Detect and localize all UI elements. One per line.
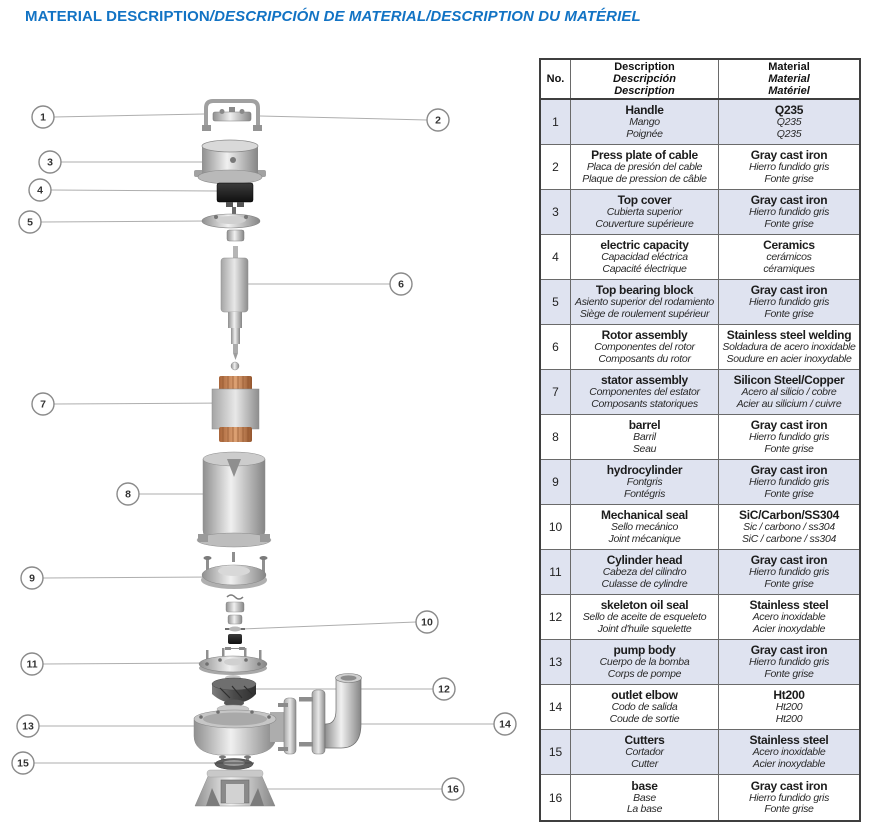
callout-11 bbox=[21, 653, 43, 675]
row-material-en: Gray cast iron bbox=[750, 283, 828, 297]
row-material-fr: Fonte grise bbox=[764, 442, 814, 455]
header-no-label: No. bbox=[546, 73, 565, 85]
callout-4 bbox=[29, 179, 51, 201]
callout-9-label: 9 bbox=[29, 572, 35, 585]
row-description-fr: Joint d'huile squelette bbox=[597, 622, 692, 635]
row-material-es: Acero al silicio / cobre bbox=[741, 386, 837, 398]
callout-9 bbox=[21, 567, 43, 589]
row-material-es: Hierro fundido gris bbox=[748, 431, 830, 443]
leader-line-7 bbox=[54, 403, 230, 404]
row-description-en: Handle bbox=[625, 103, 664, 117]
callout-10 bbox=[416, 611, 438, 633]
callout-6-label: 6 bbox=[398, 278, 404, 291]
row-material-en: SiC/Carbon/SS304 bbox=[739, 508, 839, 522]
row-material-en: Silicon Steel/Copper bbox=[733, 373, 845, 387]
row-no: 6 bbox=[552, 340, 559, 354]
table-row bbox=[541, 145, 859, 190]
row-description-fr: Joint mécanique bbox=[608, 532, 681, 545]
leader-line-11 bbox=[43, 663, 207, 664]
row-description-fr: Coude de sortie bbox=[609, 712, 680, 725]
page-title-translations: /DESCRIPCIÓN DE MATERIAL/DESCRIPTION DU MATÉRIEL bbox=[209, 8, 641, 25]
table-row bbox=[541, 415, 859, 460]
row-description-en: barrel bbox=[628, 418, 661, 432]
row-no: 9 bbox=[552, 475, 559, 489]
row-no: 3 bbox=[552, 205, 559, 219]
row-description-en: Top cover bbox=[617, 193, 672, 207]
table-row bbox=[541, 235, 859, 280]
row-no: 7 bbox=[552, 385, 559, 399]
header-description-en: Description bbox=[614, 61, 675, 73]
row-description-en: skeleton oil seal bbox=[600, 598, 689, 612]
callout-4-label: 4 bbox=[37, 184, 43, 197]
leader-line-9 bbox=[43, 577, 214, 578]
row-description-fr: Poignée bbox=[626, 127, 663, 140]
row-material-en: Gray cast iron bbox=[750, 643, 828, 657]
row-material-fr: Q235 bbox=[776, 127, 802, 140]
table-row bbox=[541, 640, 859, 685]
callout-5 bbox=[19, 211, 41, 233]
barrel-part bbox=[197, 452, 271, 547]
callout-12 bbox=[433, 678, 455, 700]
row-description-es: Cortador bbox=[625, 746, 664, 758]
handle-part bbox=[202, 101, 262, 131]
table-row bbox=[541, 730, 859, 775]
row-material-es: Hierro fundido gris bbox=[748, 476, 830, 488]
row-material-en: Q235 bbox=[774, 103, 804, 117]
row-description-es: Sello de aceite de esqueleto bbox=[582, 611, 707, 623]
mechanical-seal-part bbox=[225, 595, 245, 650]
top-cover-part bbox=[194, 140, 266, 184]
row-material-en: Stainless steel bbox=[749, 733, 829, 747]
row-description-es: Barril bbox=[633, 431, 656, 443]
row-material-en: Stainless steel bbox=[749, 598, 829, 612]
callout-2-label: 2 bbox=[435, 114, 441, 127]
table-row bbox=[541, 325, 859, 370]
row-material-es: Q235 bbox=[776, 116, 802, 128]
row-material-fr: Fonte grise bbox=[764, 487, 814, 500]
row-no: 5 bbox=[552, 295, 559, 309]
row-material-fr: céramiques bbox=[763, 262, 815, 275]
row-material-fr: Acier au silicium / cuivre bbox=[736, 397, 842, 410]
row-description-en: Mechanical seal bbox=[601, 508, 688, 522]
table-row bbox=[541, 550, 859, 595]
callout-5-label: 5 bbox=[27, 216, 33, 229]
callout-16 bbox=[442, 778, 464, 800]
row-description-fr: Couverture supérieure bbox=[595, 217, 694, 230]
callout-6 bbox=[390, 273, 412, 295]
row-no: 1 bbox=[552, 115, 559, 129]
callout-3-label: 3 bbox=[47, 156, 53, 169]
header-material-fr: Matériel bbox=[768, 85, 810, 97]
table-row bbox=[541, 370, 859, 415]
cylinder-head-part bbox=[199, 648, 267, 681]
row-description-en: Press plate of cable bbox=[591, 148, 698, 162]
leader-line-10 bbox=[241, 622, 416, 629]
row-description-es: Componentes del rotor bbox=[594, 341, 695, 353]
table-row bbox=[541, 775, 859, 820]
row-material-fr: Fonte grise bbox=[764, 307, 814, 320]
callouts bbox=[12, 106, 516, 800]
header-description-fr: Description bbox=[614, 85, 675, 97]
callout-14-label: 14 bbox=[499, 718, 511, 731]
row-material-en: Ceramics bbox=[763, 238, 815, 252]
row-description-fr: Cutter bbox=[631, 757, 658, 770]
row-no: 2 bbox=[552, 160, 559, 174]
row-description-en: base bbox=[631, 778, 658, 793]
leader-line-1 bbox=[54, 114, 204, 117]
row-material-es: Hierro fundido gris bbox=[748, 566, 830, 578]
row-material-fr: Soudure en acier inoxydable bbox=[726, 352, 852, 365]
row-description-es: Base bbox=[633, 791, 656, 804]
leader-line-4 bbox=[51, 190, 217, 191]
row-description-es: Mango bbox=[629, 116, 660, 128]
row-no: 8 bbox=[552, 430, 559, 444]
leader-line-5 bbox=[41, 221, 206, 222]
row-material-fr: Acier inoxydable bbox=[752, 757, 826, 770]
row-no: 14 bbox=[548, 700, 563, 714]
row-description-es: Fontgris bbox=[626, 476, 663, 488]
row-description-en: pump body bbox=[613, 643, 676, 657]
callout-16-label: 16 bbox=[447, 783, 459, 796]
table-row bbox=[541, 505, 859, 550]
row-material-es: Soldadura de acero inoxidable bbox=[722, 341, 856, 353]
row-description-en: hydrocylinder bbox=[606, 463, 683, 477]
row-material-es: Sic / carbono / ss304 bbox=[743, 521, 835, 533]
header-material-en: Material bbox=[768, 61, 810, 73]
row-material-fr: Fonte grise bbox=[764, 667, 814, 680]
hydrocylinder-part bbox=[201, 552, 268, 589]
row-description-es: Cabeza del cilindro bbox=[602, 566, 687, 578]
row-material-fr: Fonte grise bbox=[764, 577, 814, 590]
row-material-en: Gray cast iron bbox=[750, 463, 828, 477]
bearing-plate-part bbox=[202, 214, 260, 241]
row-material-es: Hierro fundido gris bbox=[748, 656, 830, 668]
callout-13 bbox=[17, 715, 39, 737]
table-row bbox=[541, 100, 859, 145]
row-material-en: Gray cast iron bbox=[750, 418, 828, 432]
rotor-part bbox=[221, 246, 248, 370]
row-material-es: cerámicos bbox=[766, 251, 812, 263]
row-description-es: Capacidad eléctrica bbox=[601, 251, 688, 263]
table-row bbox=[541, 685, 859, 730]
row-material-en: Stainless steel welding bbox=[726, 328, 852, 342]
capacitor-part bbox=[217, 183, 253, 214]
callout-7 bbox=[32, 393, 54, 415]
row-description-fr: Composants statoriques bbox=[591, 397, 698, 410]
stator-part bbox=[212, 376, 259, 442]
row-description-fr: Composants du rotor bbox=[598, 352, 691, 365]
row-material-es: Hierro fundido gris bbox=[748, 206, 830, 218]
header-no bbox=[541, 60, 571, 98]
row-material-en: Gray cast iron bbox=[750, 148, 828, 162]
table-row bbox=[541, 595, 859, 640]
callout-15-label: 15 bbox=[17, 757, 29, 770]
row-description-fr: Corps de pompe bbox=[607, 667, 682, 680]
row-description-fr: Seau bbox=[632, 442, 657, 455]
table-header bbox=[541, 60, 859, 100]
base-part bbox=[195, 770, 275, 806]
row-material-es: Acero inoxidable bbox=[752, 611, 826, 623]
material-table bbox=[539, 58, 861, 822]
row-description-fr: Fontégris bbox=[623, 487, 666, 500]
row-description-en: Cutters bbox=[624, 733, 665, 747]
row-description-es: Cuerpo de la bomba bbox=[599, 656, 690, 668]
row-material-es: Acero inoxidable bbox=[752, 746, 826, 758]
row-material-en: Gray cast iron bbox=[750, 553, 828, 567]
leader-lines bbox=[34, 111, 494, 789]
row-material-fr: Ht200 bbox=[775, 712, 803, 725]
callout-2 bbox=[427, 109, 449, 131]
callout-8-label: 8 bbox=[125, 488, 131, 501]
table-row bbox=[541, 280, 859, 325]
callout-12-label: 12 bbox=[438, 683, 450, 696]
outlet-elbow-part bbox=[299, 674, 362, 755]
row-description-en: Cylinder head bbox=[606, 553, 683, 567]
callout-1 bbox=[32, 106, 54, 128]
header-description bbox=[571, 60, 719, 98]
row-no: 12 bbox=[548, 610, 563, 624]
page-title-en: MATERIAL DESCRIPTION bbox=[25, 8, 210, 25]
callout-1-label: 1 bbox=[40, 111, 46, 124]
row-material-es: Hierro fundido gris bbox=[748, 296, 830, 308]
row-material-fr: Fonte grise bbox=[764, 217, 814, 230]
row-description-es: Componentes del estator bbox=[589, 386, 700, 398]
row-description-en: Rotor assembly bbox=[601, 328, 688, 342]
callout-11-label: 11 bbox=[26, 658, 38, 671]
row-no: 13 bbox=[548, 655, 563, 669]
row-description-es: Placa de presión del cable bbox=[586, 161, 703, 173]
row-description-en: stator assembly bbox=[601, 373, 688, 387]
row-description-en: outlet elbow bbox=[611, 688, 678, 702]
row-description-es: Sello mecánico bbox=[610, 521, 678, 533]
row-no: 10 bbox=[548, 520, 563, 534]
row-material-es: Hierro fundido gris bbox=[748, 161, 830, 173]
row-description-es: Codo de salida bbox=[611, 701, 678, 713]
row-no: 11 bbox=[549, 565, 562, 579]
callout-3 bbox=[39, 151, 61, 173]
row-material-es: Ht200 bbox=[775, 701, 803, 713]
row-description-es: Cubierta superior bbox=[606, 206, 683, 218]
row-material-en: Gray cast iron bbox=[750, 778, 828, 793]
row-description-fr: Culasse de cylindre bbox=[601, 577, 688, 590]
row-material-fr: Acier inoxydable bbox=[752, 622, 826, 635]
row-material-fr: SiC / carbone / ss304 bbox=[741, 532, 837, 545]
row-description-fr: La base bbox=[626, 803, 663, 815]
row-description-fr: Plaque de pression de câble bbox=[582, 172, 707, 185]
header-material bbox=[719, 60, 859, 98]
row-material-fr: Fonte grise bbox=[764, 172, 814, 185]
row-description-en: electric capacity bbox=[600, 238, 689, 252]
callout-13-label: 13 bbox=[22, 720, 34, 733]
callout-8 bbox=[117, 483, 139, 505]
row-description-fr: Siège de roulement supérieur bbox=[579, 307, 710, 320]
row-no: 15 bbox=[548, 745, 563, 759]
row-description-fr: Capacité électrique bbox=[602, 262, 687, 275]
callout-14 bbox=[494, 713, 516, 735]
callout-15 bbox=[12, 752, 34, 774]
callout-10-label: 10 bbox=[421, 616, 433, 629]
row-no: 4 bbox=[552, 250, 559, 264]
row-no: 16 bbox=[548, 790, 563, 805]
callout-7-label: 7 bbox=[40, 398, 46, 411]
leader-line-2 bbox=[260, 116, 427, 120]
row-description-es: Asiento superior del rodamiento bbox=[575, 296, 714, 308]
row-material-es: Hierro fundido gris bbox=[748, 791, 830, 804]
table-row bbox=[541, 460, 859, 505]
table-row bbox=[541, 190, 859, 235]
header-description-es: Descripción bbox=[613, 73, 676, 85]
row-material-en: Gray cast iron bbox=[750, 193, 828, 207]
header-material-es: Material bbox=[768, 73, 810, 85]
row-description-en: Top bearing block bbox=[595, 283, 694, 297]
row-material-en: Ht200 bbox=[773, 688, 805, 702]
impeller-part bbox=[212, 678, 256, 713]
row-material-fr: Fonte grise bbox=[764, 803, 814, 815]
cutters-part bbox=[214, 759, 254, 770]
